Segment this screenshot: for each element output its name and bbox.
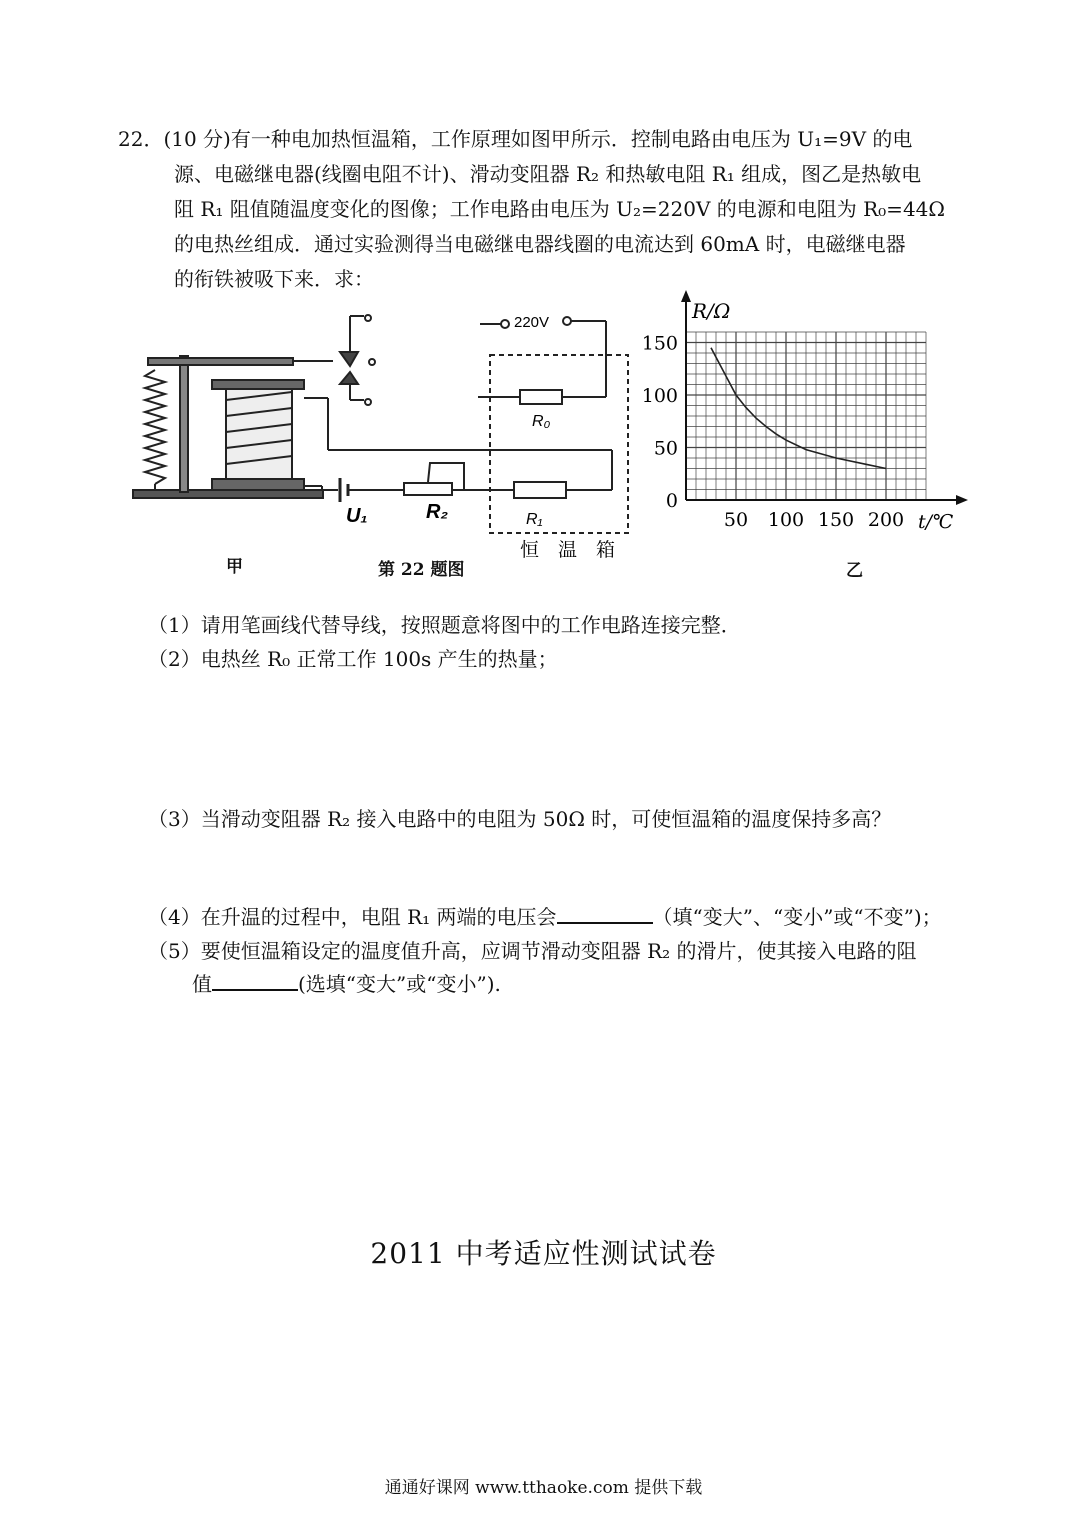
answer-blank-5[interactable]	[212, 969, 298, 991]
resistance-curve	[711, 348, 886, 469]
question-line-1: 22．(10 分)有一种电加热恒温箱，工作原理如图甲所示．控制电路由电压为 U₁=9V 的电	[118, 127, 913, 151]
r0-label: R₀	[532, 413, 551, 430]
voltage-label: 220V	[514, 314, 550, 331]
y-tick-label: 50	[653, 437, 678, 460]
subquestion-3: （3）当滑动变阻器 R₂ 接入电路中的电阻为 50Ω 时，可使恒温箱的温度保持多高？	[148, 807, 892, 831]
x-axis-arrow	[956, 495, 968, 505]
figure-label-jia: 甲	[226, 557, 243, 577]
subquestion-4	[148, 900, 988, 934]
x-tick-label: 50	[723, 509, 749, 531]
exam-title: 2011 中考适应性测试试卷	[370, 1237, 717, 1270]
subquestion-2: （2）电热丝 R₀ 正常工作 100s 产生的热量；	[148, 647, 558, 671]
subquestion-5: （5）要使恒温箱设定的温度值升高，应调节滑动变阻器 R₂ 的滑片，使其接入电路的阻	[148, 939, 917, 963]
x-tick-label: 100	[767, 509, 805, 531]
subquestion-4-hint: （填“变大”、“变小”或“不变”)；	[652, 905, 942, 929]
y-axis-label: R/Ω	[692, 299, 731, 323]
question-line-2: 源、电磁继电器(线圈电阻不计)、滑动变阻器 R₂ 和热敏电阻 R₁ 组成，图乙是热敏电	[174, 162, 922, 186]
figure-caption: 第 22 题图	[378, 560, 465, 580]
subquestion-5-cont	[192, 967, 1032, 1001]
y-tick-label: 0	[665, 490, 678, 512]
question-line-5: 的衔铁被吸下来．求：	[174, 267, 374, 291]
y-tick-label: 100	[641, 385, 678, 407]
y-tick-label: 150	[641, 332, 678, 355]
u1-label: U₁	[346, 505, 368, 527]
source-line: 通通好课网 www.tthaoke.com 提供下载	[384, 1478, 703, 1498]
subquestion-1: （1）请用笔画线代替导线，按照题意将图中的工作电路连接完整．	[148, 613, 741, 637]
subquestion-5-hint: (选填“变大”或“变小”).	[298, 972, 501, 996]
subquestion-5-text: 值	[192, 972, 212, 996]
x-tick-label: 200	[867, 509, 905, 531]
y-axis-arrow	[681, 290, 691, 302]
r1-label: R₁	[526, 511, 543, 528]
box-label: 恒 温 箱	[520, 539, 616, 561]
question-line-4: 的电热丝组成．通过实验测得当电磁继电器线圈的电流达到 60mA 时，电磁继电器	[174, 232, 906, 256]
r2-label: R₂	[426, 501, 449, 523]
subquestion-4-text: （4）在升温的过程中，电阻 R₁ 两端的电压会	[148, 905, 557, 929]
question-line-3: 阻 R₁ 阻值随温度变化的图像；工作电路由电压为 U₂=220V 的电源和电阻为 R₀=44Ω	[174, 197, 945, 221]
x-axis-label: t/℃	[918, 511, 954, 533]
resistance-temperature-chart	[0, 0, 1087, 600]
chart-grid	[686, 332, 926, 500]
x-tick-label: 150	[817, 509, 855, 531]
answer-blank-4[interactable]	[557, 902, 653, 924]
figure-label-yi: 乙	[846, 561, 863, 581]
